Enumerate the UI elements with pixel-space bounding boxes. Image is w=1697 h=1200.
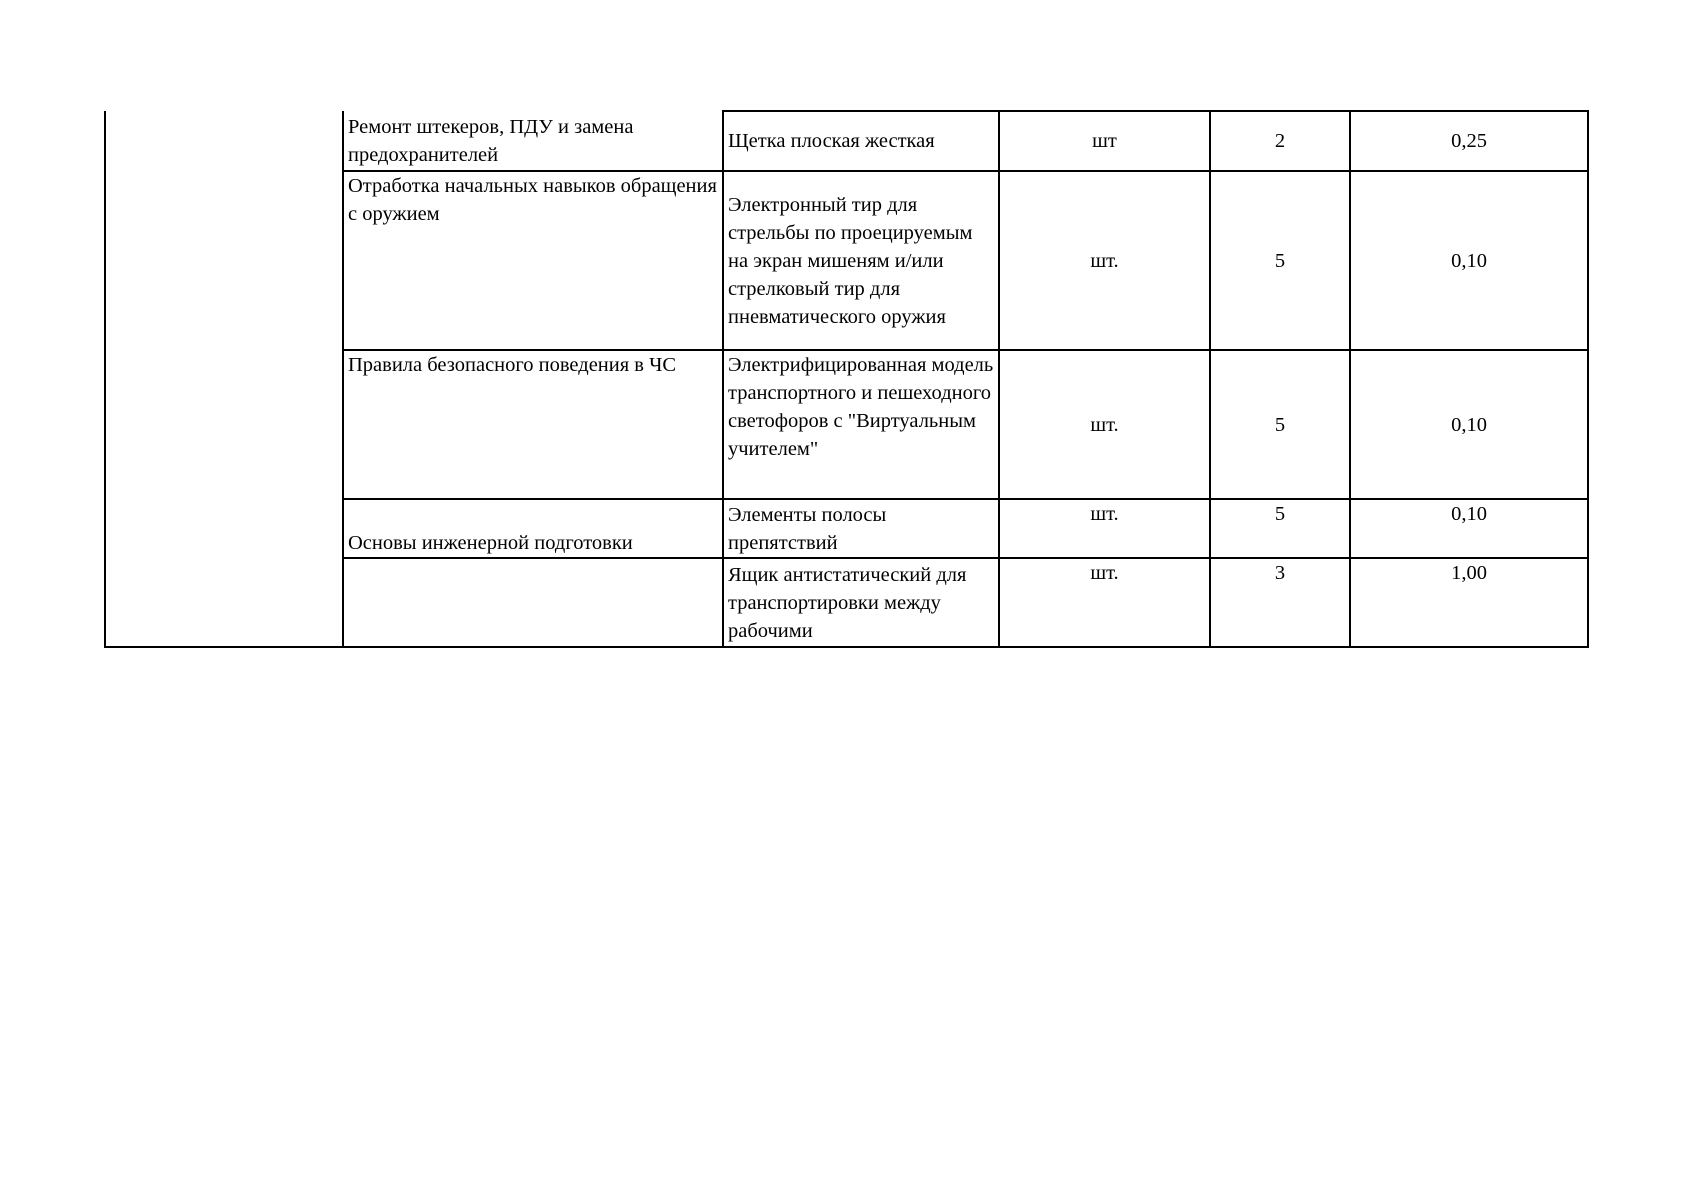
coefficient-text: 1,00 bbox=[1451, 562, 1487, 584]
coefficient-cell bbox=[1350, 111, 1588, 171]
quantity-text: 5 bbox=[1274, 413, 1286, 436]
quantity-cell bbox=[1210, 111, 1350, 171]
topic-cell bbox=[343, 350, 723, 499]
item-cell bbox=[723, 111, 999, 171]
quantity-cell bbox=[1210, 499, 1350, 558]
quantity-cell bbox=[1210, 558, 1350, 647]
equipment-table bbox=[104, 110, 1589, 648]
quantity-text: 5 bbox=[1274, 249, 1286, 272]
unit-cell bbox=[999, 499, 1210, 558]
quantity-text: 2 bbox=[1274, 130, 1286, 152]
coefficient-cell bbox=[1350, 499, 1588, 558]
item-cell bbox=[723, 499, 999, 558]
item-text: Элементы полосы препятствий bbox=[728, 503, 887, 554]
item-cell bbox=[723, 558, 999, 647]
quantity-text: 5 bbox=[1274, 503, 1286, 525]
coefficient-cell bbox=[1350, 558, 1588, 647]
coefficient-text: 0,25 bbox=[1451, 130, 1487, 152]
topic-cell bbox=[343, 499, 723, 558]
item-text: Электронный тир для стрельбы по проецируемым на экран мишеням и/или стрелковый тир для пневматического оружия bbox=[728, 193, 973, 328]
topic-cell bbox=[343, 111, 723, 171]
quantity-cell bbox=[1210, 171, 1350, 350]
topic-text: Основы инженерной подготовки bbox=[348, 532, 633, 554]
table-row bbox=[105, 111, 1588, 171]
coefficient-text: 0,10 bbox=[1451, 413, 1487, 436]
item-text: Щетка плоская жесткая bbox=[728, 130, 935, 152]
unit-text: шт bbox=[1092, 130, 1117, 152]
topic-text: Правила безопасного поведения в ЧС bbox=[348, 354, 677, 376]
coefficient-text: 0,10 bbox=[1451, 503, 1487, 525]
unit-text: шт. bbox=[1090, 562, 1119, 584]
item-text: Электрифицированная модель транспортного и пешеходного светофоров с "Виртуальным учителем" bbox=[728, 354, 994, 460]
blank-column-cell bbox=[105, 111, 343, 647]
unit-cell bbox=[999, 558, 1210, 647]
unit-text: шт. bbox=[1090, 413, 1119, 436]
item-cell bbox=[723, 350, 999, 499]
coefficient-cell bbox=[1350, 171, 1588, 350]
coefficient-cell bbox=[1350, 350, 1588, 499]
topic-text: Отработка начальных навыков обращения с оружием bbox=[348, 175, 717, 225]
unit-cell bbox=[999, 111, 1210, 171]
topic-text: Ремонт штекеров, ПДУ и замена предохранителей bbox=[348, 115, 634, 166]
unit-cell bbox=[999, 171, 1210, 350]
topic-cell bbox=[343, 171, 723, 350]
topic-cell bbox=[343, 558, 723, 647]
unit-cell bbox=[999, 350, 1210, 499]
unit-text: шт. bbox=[1090, 249, 1119, 272]
item-text: Ящик антистатический для транспортировки между рабочими bbox=[728, 563, 967, 642]
quantity-cell bbox=[1210, 350, 1350, 499]
quantity-text: 3 bbox=[1274, 562, 1286, 584]
unit-text: шт. bbox=[1090, 503, 1119, 525]
coefficient-text: 0,10 bbox=[1451, 249, 1487, 272]
item-cell bbox=[723, 171, 999, 350]
